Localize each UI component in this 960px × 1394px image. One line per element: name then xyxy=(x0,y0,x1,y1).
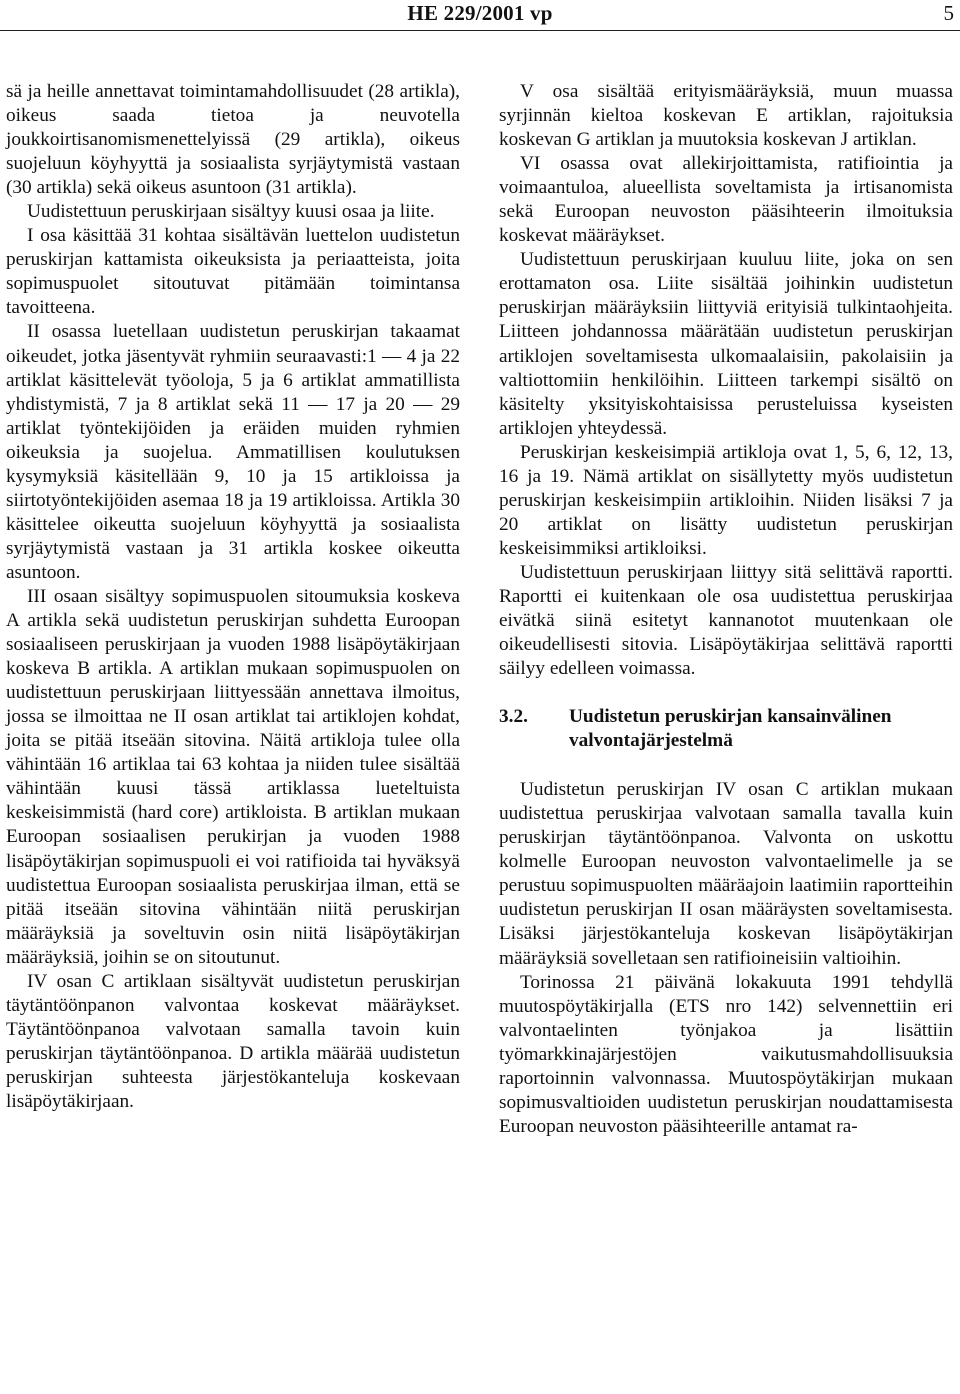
paragraph: VI osassa ovat allekirjoittamista, ratifiointia ja voimaantuloa, alueellista soveltamista ja irtisanomista sekä Euroopan neuvoston pääsihteerin ilmoituksia koskevat määräykset. xyxy=(499,153,953,247)
left-column xyxy=(6,80,460,1114)
paragraph: II osassa luetellaan uudistetun peruskirjan takaamat oikeudet, jotka jäsentyvät ryhmiin seuraavasti:1 — 4 ja 22 artiklat käsittelevät työoloja, 5 ja 6 artiklat ammatillista yhdistymistä, 7 ja 8 artiklat sekä 11 — 17 ja 20 — 29 artiklat työntekijöiden ja eräiden muiden ryhmien oikeuksia ja suojelua. Ammatillisen koulutuksen kysymyksiä käsitellään 9, 10 ja 15 artikloissa ja siirtotyöntekijöiden asemaa 18 ja 19 artikloissa. Artikla 30 käsittelee oikeutta suojeluun köyhyyttä ja sosiaalista syrjäytymistä vastaan ja 31 artikla koskee oikeutta asuntoon. xyxy=(6,321,460,583)
paragraph: Uudistetun peruskirjan IV osan C artiklan mukaan uudistettua peruskirjaa valvotaan samalla tavalla kuin peruskirjan täytäntöönpanoa. Valvonta on uskottu kolmelle Euroopan neuvoston valvontaelimelle ja se perustuu sopimuspuolten määräajoin laatimiin raportteihin uudistetun peruskirjan II osan määräysten soveltamisesta. Lisäksi järjestökanteluja koskevan lisäpöytäkirjan määräyksiä sovelletaan sen ratifioineisiin valtioihin. xyxy=(499,779,953,969)
document-id: HE 229/2001 vp xyxy=(407,1,553,25)
paragraph: sä ja heille annettavat toimintamahdollisuudet (28 artikla), oikeus saada tietoa ja neuvotella joukkoirtisanomismenettelyissä (29 artikla), oikeus suojeluun köyhyyttä ja sosiaalista syrjäytymistä vastaan (30 artikla) sekä oikeus asuntoon (31 artikla). xyxy=(6,81,460,199)
page-header xyxy=(0,0,960,30)
page-number: 5 xyxy=(943,1,954,25)
paragraph: I osa käsittää 31 kohtaa sisältävän luettelon uudistetun peruskirjan kattamista oikeuksista ja periaatteista, joita sopimuspuolet sitoutuvat pitämään toimintansa tavoitteena. xyxy=(6,225,460,319)
section-heading xyxy=(499,705,953,753)
paragraph: Uudistettuun peruskirjaan kuuluu liite, joka on sen erottamaton osa. Liite sisältää joihinkin uudistetun peruskirjan määräyksiin liittyviä erityisiä tulkintaohjeita. Liitteen johdannossa määrätään uudistetun peruskirjan artiklojen soveltamisesta ulkomaalaisiin, pakolaisiin ja valtiottomiin henkilöihin. Liitteen tarkempi sisältö on käsitelty yksityiskohtaisissa perusteluissa kyseisten artiklojen yhteydessä. xyxy=(499,249,953,439)
paragraph: IV osan C artiklaan sisältyvät uudistetun peruskirjan täytäntöönpanon valvontaa koskevat määräykset. Täytäntöönpanoa valvotaan samalla tavoin kuin peruskirjan täytäntöönpanoa. D artikla määrää uudistetun peruskirjan suhteesta järjestökanteluja koskevaan lisäpöytäkirjaan. xyxy=(6,970,460,1112)
section-number: 3.2. xyxy=(499,706,528,728)
right-column xyxy=(499,80,953,1139)
paragraph: Peruskirjan keskeisimpiä artikloja ovat 1, 5, 6, 12, 13, 16 ja 19. Nämä artiklat on sisällytetty myös uudistetun peruskirjan keskeisimpiin artikloihin. Niiden lisäksi 7 ja 20 artiklat on lisätty uudistetun peruskirjan keskeisimmiksi artikloiksi. xyxy=(499,441,953,559)
paragraph: III osaan sisältyy sopimuspuolen sitoumuksia koskeva A artikla sekä uudistetun peruskirjan suhdetta Euroopan sosiaaliseen peruskirjaan ja vuoden 1988 lisäpöytäkirjaan koskeva B artikla. A artiklan mukaan sopimuspuolen on uudistettuun peruskirjaan liittyessään annettava ilmoitus, jossa se ilmoittaa ne II osan artiklat tai artiklojen kohdat, joita se pitää itseään sitovina. Näitä artikloja tulee olla vähintään 16 artiklaa tai 63 kohtaa ja niiden tulee sisältää vähintään kuusi tässä artiklassa lueteltuista keskeisimmistä (hard core) artikloista. B artiklan mukaan Euroopan sosiaalisen perukirjan ja vuoden 1988 lisäpöytäkirjan sopimuspuoli ei voi ratifioida tai hyväksyä uudistettua Euroopan sosiaalista peruskirjaa ilman, että se pitää itseään sitovina vähintään niitä peruskirjan määräyksiä ja soveltuvin osin niitä lisäpöytäkirjan määräyksiä, joihin se on sitoutunut. xyxy=(6,585,460,968)
section-title: Uudistetun peruskirjan kansainvälinen valvontajärjestelmä xyxy=(569,706,892,752)
paragraph: Uudistettuun peruskirjaan sisältyy kuusi osaa ja liite. xyxy=(27,201,435,223)
paragraph: Uudistettuun peruskirjaan liittyy sitä selittävä raportti. Raportti ei kuitenkaan ole osa uudistettua peruskirjaa eivätkä siinä esitetyt kannanotot muutenkaan ole oikeudellisesti sitovia. Lisäpöytäkirjaa selittävä raportti säilyy edelleen voimassa. xyxy=(499,561,953,680)
paragraph: Torinossa 21 päivänä lokakuuta 1991 tehdyllä muutospöytäkirjalla (ETS nro 142) selvennettiin eri valvontaelinten työnjakoa ja lisättiin työmarkkinajärjestöjen vaikutusmahdollisuuksia raportoinnin valvonnassa. Muutospöytäkirjan mukaan sopimusvaltioiden uudistetun peruskirjan noudattamisesta Euroopan neuvoston pääsihteerille antamat ra- xyxy=(499,971,953,1137)
paragraph: V osa sisältää erityismääräyksiä, muun muassa syrjinnän kieltoa koskevan E artiklan, rajoituksia koskevan G artiklan ja muutoksia koskevan J artiklan. xyxy=(499,81,953,151)
header-rule xyxy=(0,30,960,31)
